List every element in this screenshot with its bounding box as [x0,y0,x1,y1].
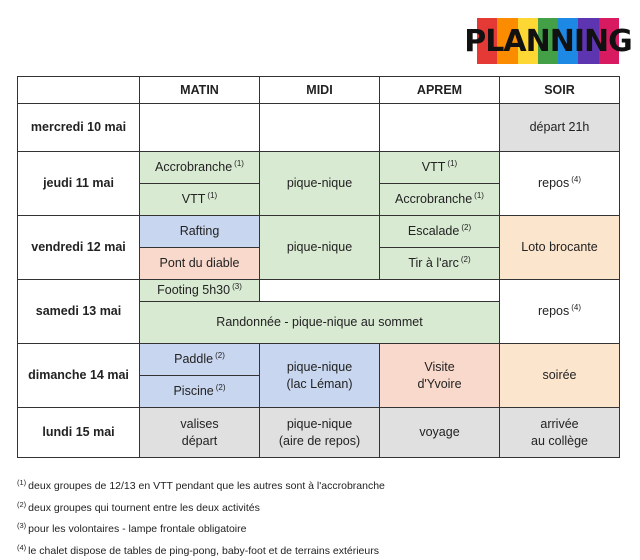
cell-jeudi-midi: pique-nique [260,152,380,216]
cell-dimanche-matin-b: Piscine $^{(2)}$ [140,376,260,408]
cell-mercredi-matin [140,104,260,152]
day-mercredi: mercredi 10 mai [18,104,140,152]
footnote-3: $^{(3)}$ pour les volontaires - lampe frontale obligatoire [17,517,385,539]
cell-lundi-aprem: voyage [380,408,500,458]
cell-dimanche-soir: soirée [500,344,620,408]
cell-dimanche-aprem: Visite d'Yvoire [380,344,500,408]
header-aprem: APREM [380,77,500,104]
cell-vendredi-matin-b: Pont du diable [140,248,260,280]
cell-jeudi-aprem-a: VTT $^{(1)}$ [380,152,500,184]
cell-samedi-randonnee: Randonnée - pique-nique au sommet [140,302,500,344]
footnote-2: $^{(2)}$ deux groupes qui tournent entre les deux activités [17,496,385,518]
cell-lundi-midi: pique-nique (aire de repos) [260,408,380,458]
cell-samedi-matin-a: Footing 5h30 $^{(3)}$ [140,280,260,302]
cell-dimanche-midi: pique-nique (lac Léman) [260,344,380,408]
day-jeudi: jeudi 11 mai [18,152,140,216]
cell-samedi-soir: repos $^{(4)}$ [500,280,620,344]
footnote-1: $^{(1)}$ deux groupes de 12/13 en VTT pendant que les autres sont à l'accrobranche [17,474,385,496]
cell-vendredi-midi: pique-nique [260,216,380,280]
day-lundi: lundi 15 mai [18,408,140,458]
cell-jeudi-matin-a: Accrobranche $^{(1)}$ [140,152,260,184]
cell-lundi-soir: arrivée au collège [500,408,620,458]
header-matin: MATIN [140,77,260,104]
cell-vendredi-aprem-a: Escalade $^{(2)}$ [380,216,500,248]
cell-vendredi-matin-a: Rafting [140,216,260,248]
title-text: PLANNING [477,18,619,64]
cell-mercredi-aprem [380,104,500,152]
cell-mercredi-midi [260,104,380,152]
corner-cell [18,77,140,104]
day-dimanche: dimanche 14 mai [18,344,140,408]
footnotes [17,474,385,560]
cell-samedi-blank [260,280,500,302]
cell-vendredi-soir: Loto brocante [500,216,620,280]
cell-lundi-matin: valises départ [140,408,260,458]
cell-dimanche-matin-a: Paddle $^{(2)}$ [140,344,260,376]
header-soir: SOIR [500,77,620,104]
cell-jeudi-matin-b: VTT $^{(1)}$ [140,184,260,216]
footnote-4: $^{(4)}$ le chalet dispose de tables de ping-pong, baby-foot et de terrains extérieurs [17,539,385,560]
cell-jeudi-soir: repos $^{(4)}$ [500,152,620,216]
planning-title [477,18,619,64]
day-samedi: samedi 13 mai [18,280,140,344]
planning-table [17,76,620,458]
header-midi: MIDI [260,77,380,104]
cell-vendredi-aprem-b: Tir à l'arc $^{(2)}$ [380,248,500,280]
day-vendredi: vendredi 12 mai [18,216,140,280]
cell-mercredi-soir: départ 21h [500,104,620,152]
cell-jeudi-aprem-b: Accrobranche $^{(1)}$ [380,184,500,216]
